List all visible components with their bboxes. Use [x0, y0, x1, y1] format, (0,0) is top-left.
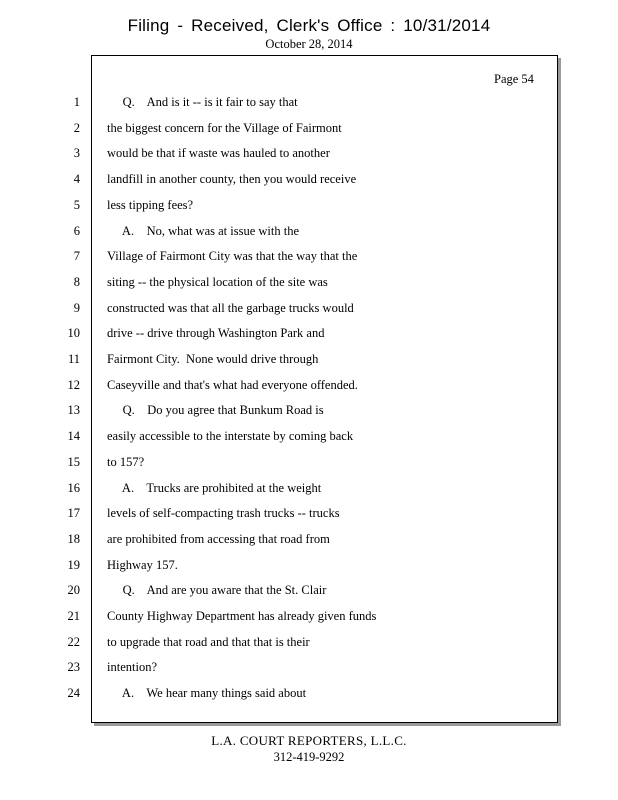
line-number: 15	[67, 454, 80, 469]
transcript-line: A. We hear many things said about	[107, 686, 307, 701]
transcript-line: Q. Do you agree that Bunkum Road is	[107, 403, 324, 418]
line-number: 22	[67, 634, 80, 649]
transcript-line: constructed was that all the garbage trucks would	[107, 300, 354, 315]
transcript-line: intention?	[107, 660, 157, 675]
transcript-line: levels of self-compacting trash trucks -- trucks	[107, 506, 340, 521]
transcript-date: October 28, 2014	[265, 37, 353, 51]
filing-stamp: Filing - Received, Clerk's Office : 10/31/2014	[127, 16, 491, 35]
line-number: 1	[73, 95, 80, 109]
line-number: 10	[67, 326, 80, 341]
line-number: 14	[67, 429, 80, 444]
transcript-line: County Highway Department has already given funds	[107, 609, 377, 623]
transcript-line: easily accessible to the interstate by coming back	[107, 429, 354, 444]
line-number: 20	[67, 583, 80, 598]
line-number: 16	[67, 480, 80, 495]
transcript-line: Caseyville and that's what had everyone offended.	[107, 377, 358, 392]
transcript-line: siting -- the physical location of the site was	[107, 274, 328, 289]
line-number: 3	[73, 146, 80, 161]
line-number: 19	[67, 557, 80, 572]
transcript-line: would be that if waste was hauled to another	[107, 146, 330, 161]
page-number: Page 54	[494, 72, 534, 86]
line-number: 18	[67, 531, 80, 546]
line-number: 9	[73, 300, 80, 315]
transcript-line: are prohibited from accessing that road from	[107, 531, 330, 546]
transcript-line: drive -- drive through Washington Park and	[107, 326, 325, 341]
line-number: 21	[67, 609, 80, 623]
court-reporter-phone: 312-419-9292	[273, 750, 345, 764]
transcript-line: A. Trucks are prohibited at the weight	[107, 480, 322, 495]
transcript-line: to upgrade that road and that that is their	[107, 634, 310, 649]
line-number: 23	[67, 660, 80, 675]
line-number: 7	[73, 249, 80, 264]
line-number: 13	[67, 403, 80, 418]
transcript-line: Village of Fairmont City was that the way that the	[107, 249, 358, 264]
transcript-line: A. No, what was at issue with the	[107, 223, 299, 238]
line-number: 17	[67, 506, 80, 521]
transcript-line: the biggest concern for the Village of Fairmont	[107, 120, 342, 135]
transcript-line: Q. And is it -- is it fair to say that	[107, 95, 298, 109]
line-number: 2	[73, 120, 80, 135]
court-reporter-name: L.A. COURT REPORTERS, L.L.C.	[211, 733, 407, 748]
line-number: 12	[67, 377, 80, 392]
transcript-line: Fairmont City. None would drive through	[107, 352, 319, 366]
line-number: 24	[67, 686, 80, 701]
transcript-line: to 157?	[107, 454, 145, 469]
transcript-line: Highway 157.	[107, 557, 178, 572]
transcript-line: landfill in another county, then you would receive	[107, 172, 357, 187]
line-number: 4	[73, 172, 80, 187]
line-number: 5	[73, 197, 80, 212]
line-number: 8	[73, 274, 80, 289]
transcript-line: Q. And are you aware that the St. Clair	[107, 583, 327, 598]
line-number: 11	[67, 352, 80, 366]
line-number: 6	[73, 223, 80, 238]
transcript-line: less tipping fees?	[107, 197, 194, 212]
